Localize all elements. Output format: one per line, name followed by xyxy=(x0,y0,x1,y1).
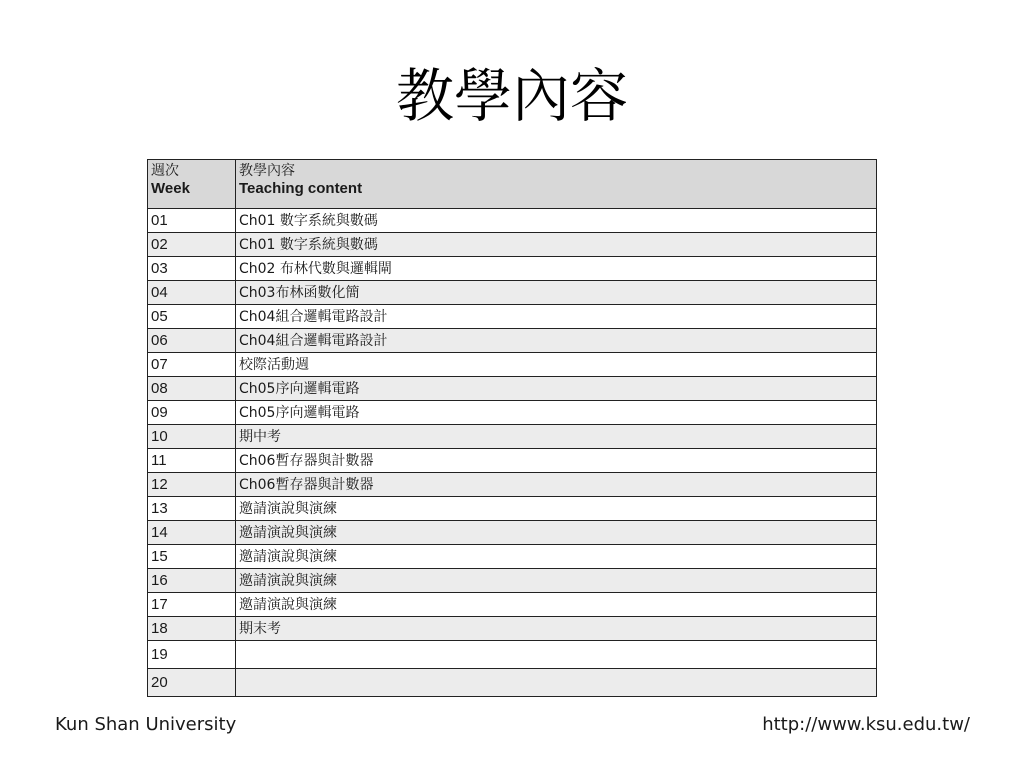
table-row xyxy=(148,497,877,521)
content-cell xyxy=(236,669,877,697)
week-cell: 03 xyxy=(148,257,236,281)
week-cell: 04 xyxy=(148,281,236,305)
table-row xyxy=(148,377,877,401)
week-cell: 12 xyxy=(148,473,236,497)
content-cell: 邀請演說與演練 xyxy=(236,521,877,545)
table-row xyxy=(148,329,877,353)
content-cell: 邀請演說與演練 xyxy=(236,545,877,569)
footer-url: http://www.ksu.edu.tw/ xyxy=(762,714,970,735)
content-cell: 校際活動週 xyxy=(236,353,877,377)
content-cell: 邀請演說與演練 xyxy=(236,569,877,593)
content-header-en: Teaching content xyxy=(239,180,363,197)
content-cell: Ch06暫存器與計數器 xyxy=(236,473,877,497)
week-cell: 16 xyxy=(148,569,236,593)
content-cell: 期中考 xyxy=(236,425,877,449)
table-row xyxy=(148,209,877,233)
table-row xyxy=(148,353,877,377)
content-cell: Ch02 布林代數與邏輯閘 xyxy=(236,257,877,281)
week-cell: 10 xyxy=(148,425,236,449)
content-cell: 期末考 xyxy=(236,617,877,641)
table-row xyxy=(148,669,877,697)
week-cell: 07 xyxy=(148,353,236,377)
slide-title: 教學內容 xyxy=(395,62,628,130)
week-cell: 13 xyxy=(148,497,236,521)
week-cell: 02 xyxy=(148,233,236,257)
content-cell xyxy=(236,641,877,669)
table-row xyxy=(148,305,877,329)
schedule-table xyxy=(147,159,877,697)
table-row xyxy=(148,593,877,617)
content-cell: Ch01 數字系統與數碼 xyxy=(236,233,877,257)
table-row xyxy=(148,473,877,497)
content-cell: Ch05序向邏輯電路 xyxy=(236,401,877,425)
week-cell: 08 xyxy=(148,377,236,401)
table-row xyxy=(148,257,877,281)
table-row xyxy=(148,617,877,641)
week-cell: 01 xyxy=(148,209,236,233)
table-row xyxy=(148,449,877,473)
content-cell: Ch06暫存器與計數器 xyxy=(236,449,877,473)
week-cell: 17 xyxy=(148,593,236,617)
table-row xyxy=(148,281,877,305)
week-header-zh: 週次 xyxy=(151,163,179,179)
content-column-header xyxy=(236,160,877,209)
content-cell: 邀請演說與演練 xyxy=(236,593,877,617)
table-row xyxy=(148,233,877,257)
week-cell: 05 xyxy=(148,305,236,329)
week-cell: 11 xyxy=(148,449,236,473)
week-cell: 09 xyxy=(148,401,236,425)
content-cell: 邀請演說與演練 xyxy=(236,497,877,521)
content-cell: Ch04組合邏輯電路設計 xyxy=(236,329,877,353)
table-row xyxy=(148,425,877,449)
week-header-en: Week xyxy=(151,180,190,197)
table-row xyxy=(148,521,877,545)
week-cell: 19 xyxy=(148,641,236,669)
week-cell: 18 xyxy=(148,617,236,641)
content-cell: Ch01 數字系統與數碼 xyxy=(236,209,877,233)
table-row xyxy=(148,569,877,593)
week-cell: 20 xyxy=(148,669,236,697)
content-header-zh: 教學內容 xyxy=(239,163,295,179)
footer-university: Kun Shan University xyxy=(55,714,237,735)
content-cell: Ch03布林函數化簡 xyxy=(236,281,877,305)
content-cell: Ch04組合邏輯電路設計 xyxy=(236,305,877,329)
table-row xyxy=(148,545,877,569)
table-header-row xyxy=(148,160,877,209)
week-column-header xyxy=(148,160,236,209)
week-cell: 15 xyxy=(148,545,236,569)
week-cell: 14 xyxy=(148,521,236,545)
week-cell: 06 xyxy=(148,329,236,353)
table-row xyxy=(148,401,877,425)
content-cell: Ch05序向邏輯電路 xyxy=(236,377,877,401)
table-row xyxy=(148,641,877,669)
